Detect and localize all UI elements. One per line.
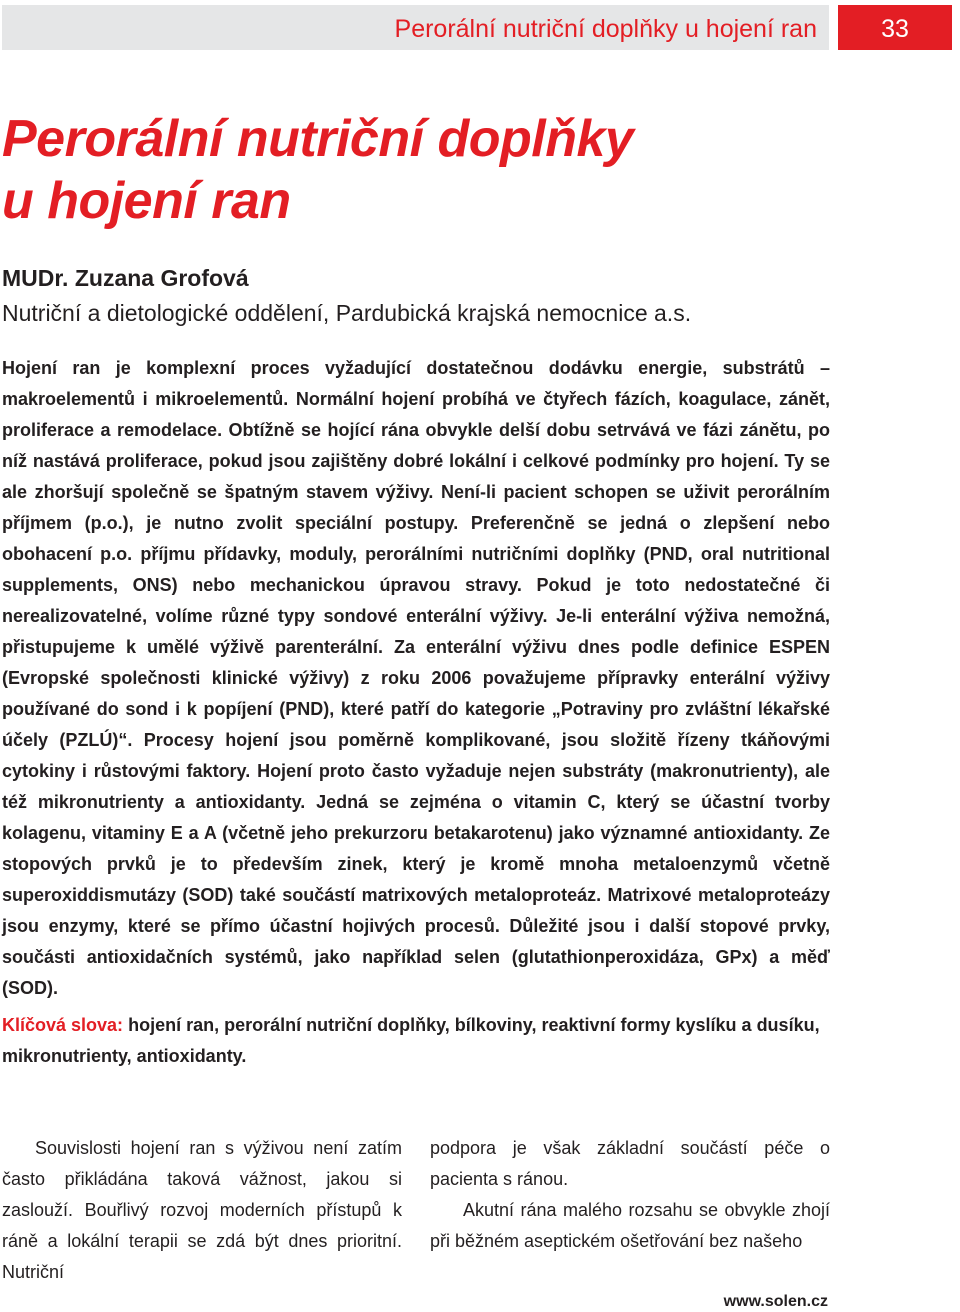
- footer-url: www.solen.cz: [723, 1293, 828, 1310]
- author-affiliation: Nutriční a dietologické oddělení, Pardubická krajská nemocnice a.s.: [2, 300, 692, 326]
- keywords: [2, 1010, 830, 1072]
- body-column-right: [430, 1133, 830, 1257]
- body-paragraph: Akutní rána malého rozsahu se obvykle zhojí při běžném aseptickém ošetřování bez našeho: [430, 1200, 830, 1251]
- article-title-line2: u hojení ran: [2, 172, 291, 230]
- running-title: Perorální nutriční doplňky u hojení ran: [394, 15, 817, 43]
- page-number: 33: [881, 15, 909, 43]
- author-name: MUDr. Zuzana Grofová: [2, 265, 249, 291]
- page-number-box: [838, 5, 952, 50]
- body-paragraph: Souvislosti hojení ran s výživou není zatím často přikládána taková vážnost, jakou si zaslouží. Bouřlivý rozvoj moderních přístupů k ráně a lokální terapii se zdá být dnes prioritní. Nutriční: [2, 1138, 402, 1282]
- body-column-left: [2, 1133, 402, 1288]
- article-title: [2, 108, 633, 232]
- running-header: [2, 5, 829, 50]
- body-paragraph-continued: podpora je však základní součástí péče o pacienta s ránou.: [430, 1138, 830, 1189]
- keywords-label: Klíčová slova:: [2, 1015, 124, 1035]
- abstract: Hojení ran je komplexní proces vyžadující dostatečnou dodávku energie, substrátů – makroelementů i mikroelementů. Normální hojení probíhá ve čtyřech fázích, koagulace, zánět, proliferace a remodelace. Obtížně se hojící rána obvykle delší dobu setrvává ve fázi zánětu, po níž nastává proliferace, pokud jsou zajištěny dobré lokální i celkové podmínky pro hojení. Ty se ale zhoršují společně se špatným stavem výživy. Není-li pacient schopen se uživit perorálním příjmem (p.o.), je nutno zvolit speciální postupy. Preferenčně se jedná o zlepšení nebo obohacení p.o. příjmu přídavky, moduly, perorálními nutričními doplňky (PND, oral nutritional supplements, ONS) nebo mechanickou úpravou stravy. Pokud je toto nedostatečné či nerealizovatelné, volíme různé typy sondové enterální výživy. Je-li enterální výživa nemožná, přistupujeme k umělé výživě parenterální. Za enterální výživu dnes podle definice ESPEN (Evropské společnosti klinické výživy) z roku 2006 považujeme přípravky enterální výživy používané do sond i k popíjení (PND), které patří do kategorie „Potraviny pro zvláštní lékařské účely (PZLÚ)“. Procesy hojení jsou poměrně komplikované, jsou složitě řízeny tkáňovými cytokiny i růstovými faktory. Hojení proto často vyžaduje nejen substráty (makronutrienty), ale též mikronutrienty a antioxidanty. Jedná se zejména o vitamin C, který se účastní tvorby kolagenu, vitaminy E a A (včetně jeho prekurzoru betakarotenu) jako významné antioxidanty. Ze stopových prvků je to především zinek, který je kromě mnoha metaloenzymů včetně superoxiddismutázy (SOD) také součástí matrixových metaloproteáz. Matrixové metaloproteázy jsou enzymy, které se přímo účastní hojivých procesů. Důležité jsou i další stopové prvky, součásti antioxidačních systémů, jako například selen (glutathionperoxidáza, GPx) a měď (SOD).: [2, 358, 830, 998]
- keywords-text: hojení ran, perorální nutriční doplňky, bílkoviny, reaktivní formy kyslíku a dusíku, mikronutrienty, antioxidanty.: [2, 1015, 820, 1066]
- article-title-line1: Perorální nutriční doplňky: [2, 110, 634, 168]
